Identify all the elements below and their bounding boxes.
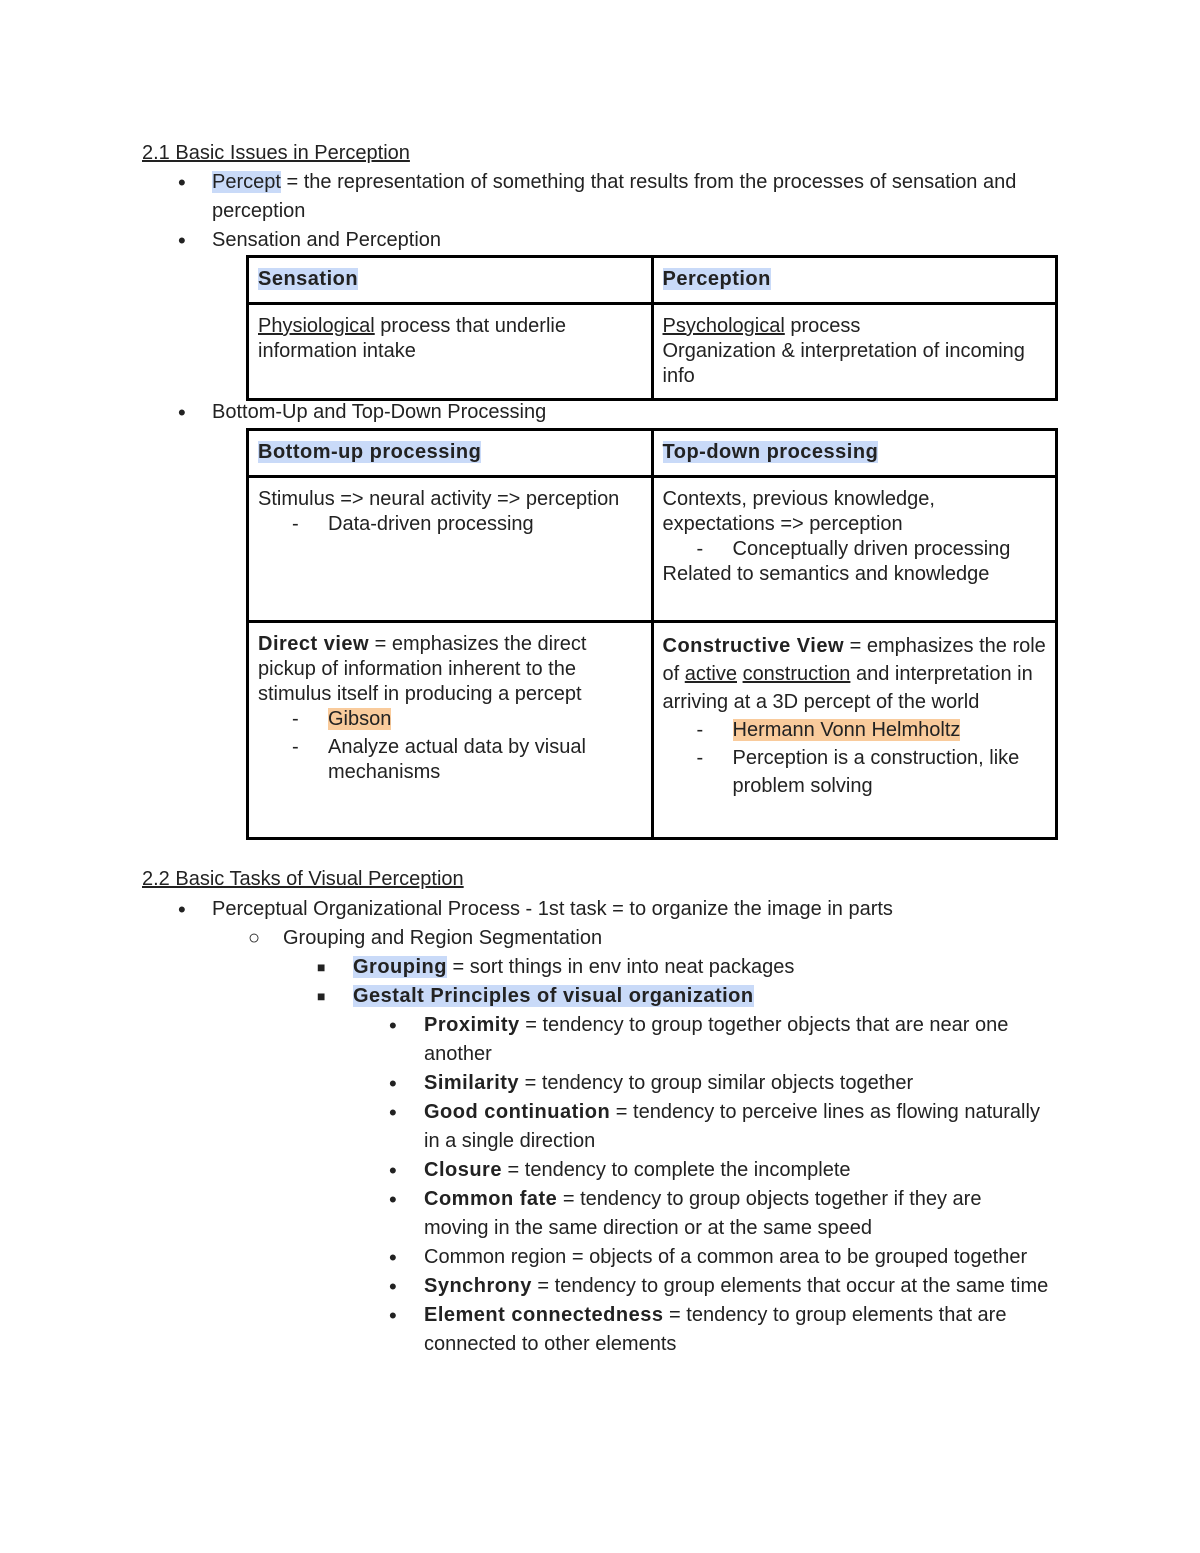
item-text: Bottom-Up and Top-Down Processing: [212, 401, 547, 423]
term: Proximity: [424, 1014, 520, 1036]
term: Grouping: [353, 956, 447, 978]
term: Gestalt Principles of visual organization: [353, 985, 754, 1007]
bullet-icon: •: [178, 170, 186, 195]
section1-list-2: [0, 398, 1050, 427]
table-header: Top-down processing: [662, 441, 879, 463]
bullet-icon: •: [389, 1013, 397, 1038]
list-item: [0, 1185, 1050, 1243]
definition: = tendency to group elements that are connected to other elements: [424, 1304, 1007, 1355]
bullet-icon: •: [389, 1245, 397, 1270]
cell-text: Data-driven processing: [328, 513, 534, 535]
section2-list: [0, 895, 1050, 1359]
processing-table: Bottom-up processing Top-down processing Stimulus => neural activity => perception - Data-driven processing Contexts, previous knowledge, expectations => perception - Conceptually driven processing Related to semantics and knowledge Direct view = emphasizes the direct pickup of information inherent to the stimulus itself in producing a percept - Gibson - Analyze actual data by visual mechanisms Constructive View = emphasizes the role of active construction and interpretation in arriving at a 3D percept of the world - Hermann Vonn Helmholtz - Perception is a construction, like problem solving: [246, 428, 1058, 840]
list-item: [0, 226, 1050, 255]
list-item: [0, 1301, 1050, 1359]
square-bullet-icon: ■: [317, 988, 326, 1004]
underlined-text: construction: [742, 663, 851, 685]
bullet-icon: •: [178, 228, 186, 253]
item-text: Perceptual Organizational Process - 1st task = to organize the image in parts: [212, 898, 893, 920]
list-item: [0, 1069, 1050, 1098]
term: Psychological: [662, 315, 785, 337]
list-item: [0, 982, 1050, 1011]
bullet-icon: •: [178, 897, 186, 922]
term: Synchrony: [424, 1275, 532, 1297]
item-text: Grouping and Region Segmentation: [283, 927, 603, 949]
cell-text: Hermann Vonn Helmholtz: [732, 719, 961, 741]
section-heading: 2.2 Basic Tasks of Visual Perception: [142, 868, 464, 890]
cell-text: Organization & interpretation of incoming info: [662, 340, 1025, 387]
list-item: [0, 953, 1050, 982]
bullet-icon: •: [389, 1071, 397, 1096]
list-item: [0, 1243, 1050, 1272]
bullet-icon: •: [178, 400, 186, 425]
list-item: [0, 1098, 1050, 1156]
cell-text: Related to semantics and knowledge: [662, 563, 990, 585]
cell-text: process that underlie information intake: [258, 315, 566, 362]
list-item: [0, 924, 1050, 953]
bullet-icon: •: [389, 1303, 397, 1328]
table-header: Perception: [662, 268, 771, 290]
list-item: [0, 398, 1050, 427]
sensation-perception-table: [246, 255, 1058, 401]
term: Percept: [212, 171, 281, 193]
definition: = tendency to complete the incomplete: [501, 1159, 851, 1181]
cell-text: and interpretation in arriving at a 3D percept of the world: [662, 663, 1033, 713]
table-header: Bottom-up processing: [258, 441, 482, 463]
term: Common fate: [424, 1188, 558, 1210]
list-item: [0, 1156, 1050, 1185]
square-bullet-icon: ■: [317, 959, 326, 975]
list-item: [0, 1011, 1050, 1069]
cell-text: Perception is a construction, like problem solving: [732, 747, 1020, 797]
bullet-icon: •: [389, 1100, 397, 1125]
cell-text: Contexts, previous knowledge, expectations => perception: [662, 488, 935, 535]
cell-text: Conceptually driven processing: [732, 538, 1011, 560]
bullet-icon: •: [389, 1274, 397, 1299]
cell-text: = emphasizes the direct pickup of information inherent to the stimulus itself in producing a percept: [258, 633, 587, 705]
definition: = tendency to group objects together if they are moving in the same direction or at the same speed: [424, 1188, 982, 1239]
circle-bullet-icon: ○: [248, 927, 261, 949]
cell-text: process: [784, 315, 861, 337]
cell-text: Stimulus => neural activity => perception: [258, 488, 620, 510]
cell-text: Gibson: [328, 708, 392, 730]
definition: = sort things in env into neat packages: [446, 956, 795, 978]
section1-list: [0, 168, 1050, 255]
item-text: Sensation and Perception: [212, 229, 442, 251]
term: Physiological: [258, 315, 375, 337]
cell-text: = emphasizes the role of: [662, 635, 1046, 685]
underlined-text: active: [684, 663, 737, 685]
section-heading: 2.1 Basic Issues in Perception: [142, 142, 410, 164]
definition: Common region = objects of a common area to be grouped together: [424, 1246, 1028, 1268]
gestalt-principles-list: [0, 1011, 1050, 1359]
cell-text: Analyze actual data by visual mechanisms: [328, 736, 586, 783]
term: Direct view: [258, 633, 370, 655]
bullet-icon: •: [389, 1187, 397, 1212]
definition: = tendency to group similar objects together: [519, 1072, 914, 1094]
term: Constructive View: [662, 635, 845, 657]
list-item: [0, 895, 1050, 924]
definition: = tendency to perceive lines as flowing naturally in a single direction: [424, 1101, 1040, 1152]
list-item: [0, 168, 1050, 226]
list-item: [0, 1272, 1050, 1301]
definition: = the representation of something that results from the processes of sensation and perception: [212, 171, 1017, 222]
bullet-icon: •: [389, 1158, 397, 1183]
table-header: Sensation: [258, 268, 359, 290]
definition: = tendency to group together objects that are near one another: [424, 1014, 1009, 1065]
term: Good continuation: [424, 1101, 611, 1123]
definition: = tendency to group elements that occur at the same time: [531, 1275, 1049, 1297]
term: Closure: [424, 1159, 502, 1181]
term: Similarity: [424, 1072, 520, 1094]
term: Element connectedness: [424, 1304, 664, 1326]
